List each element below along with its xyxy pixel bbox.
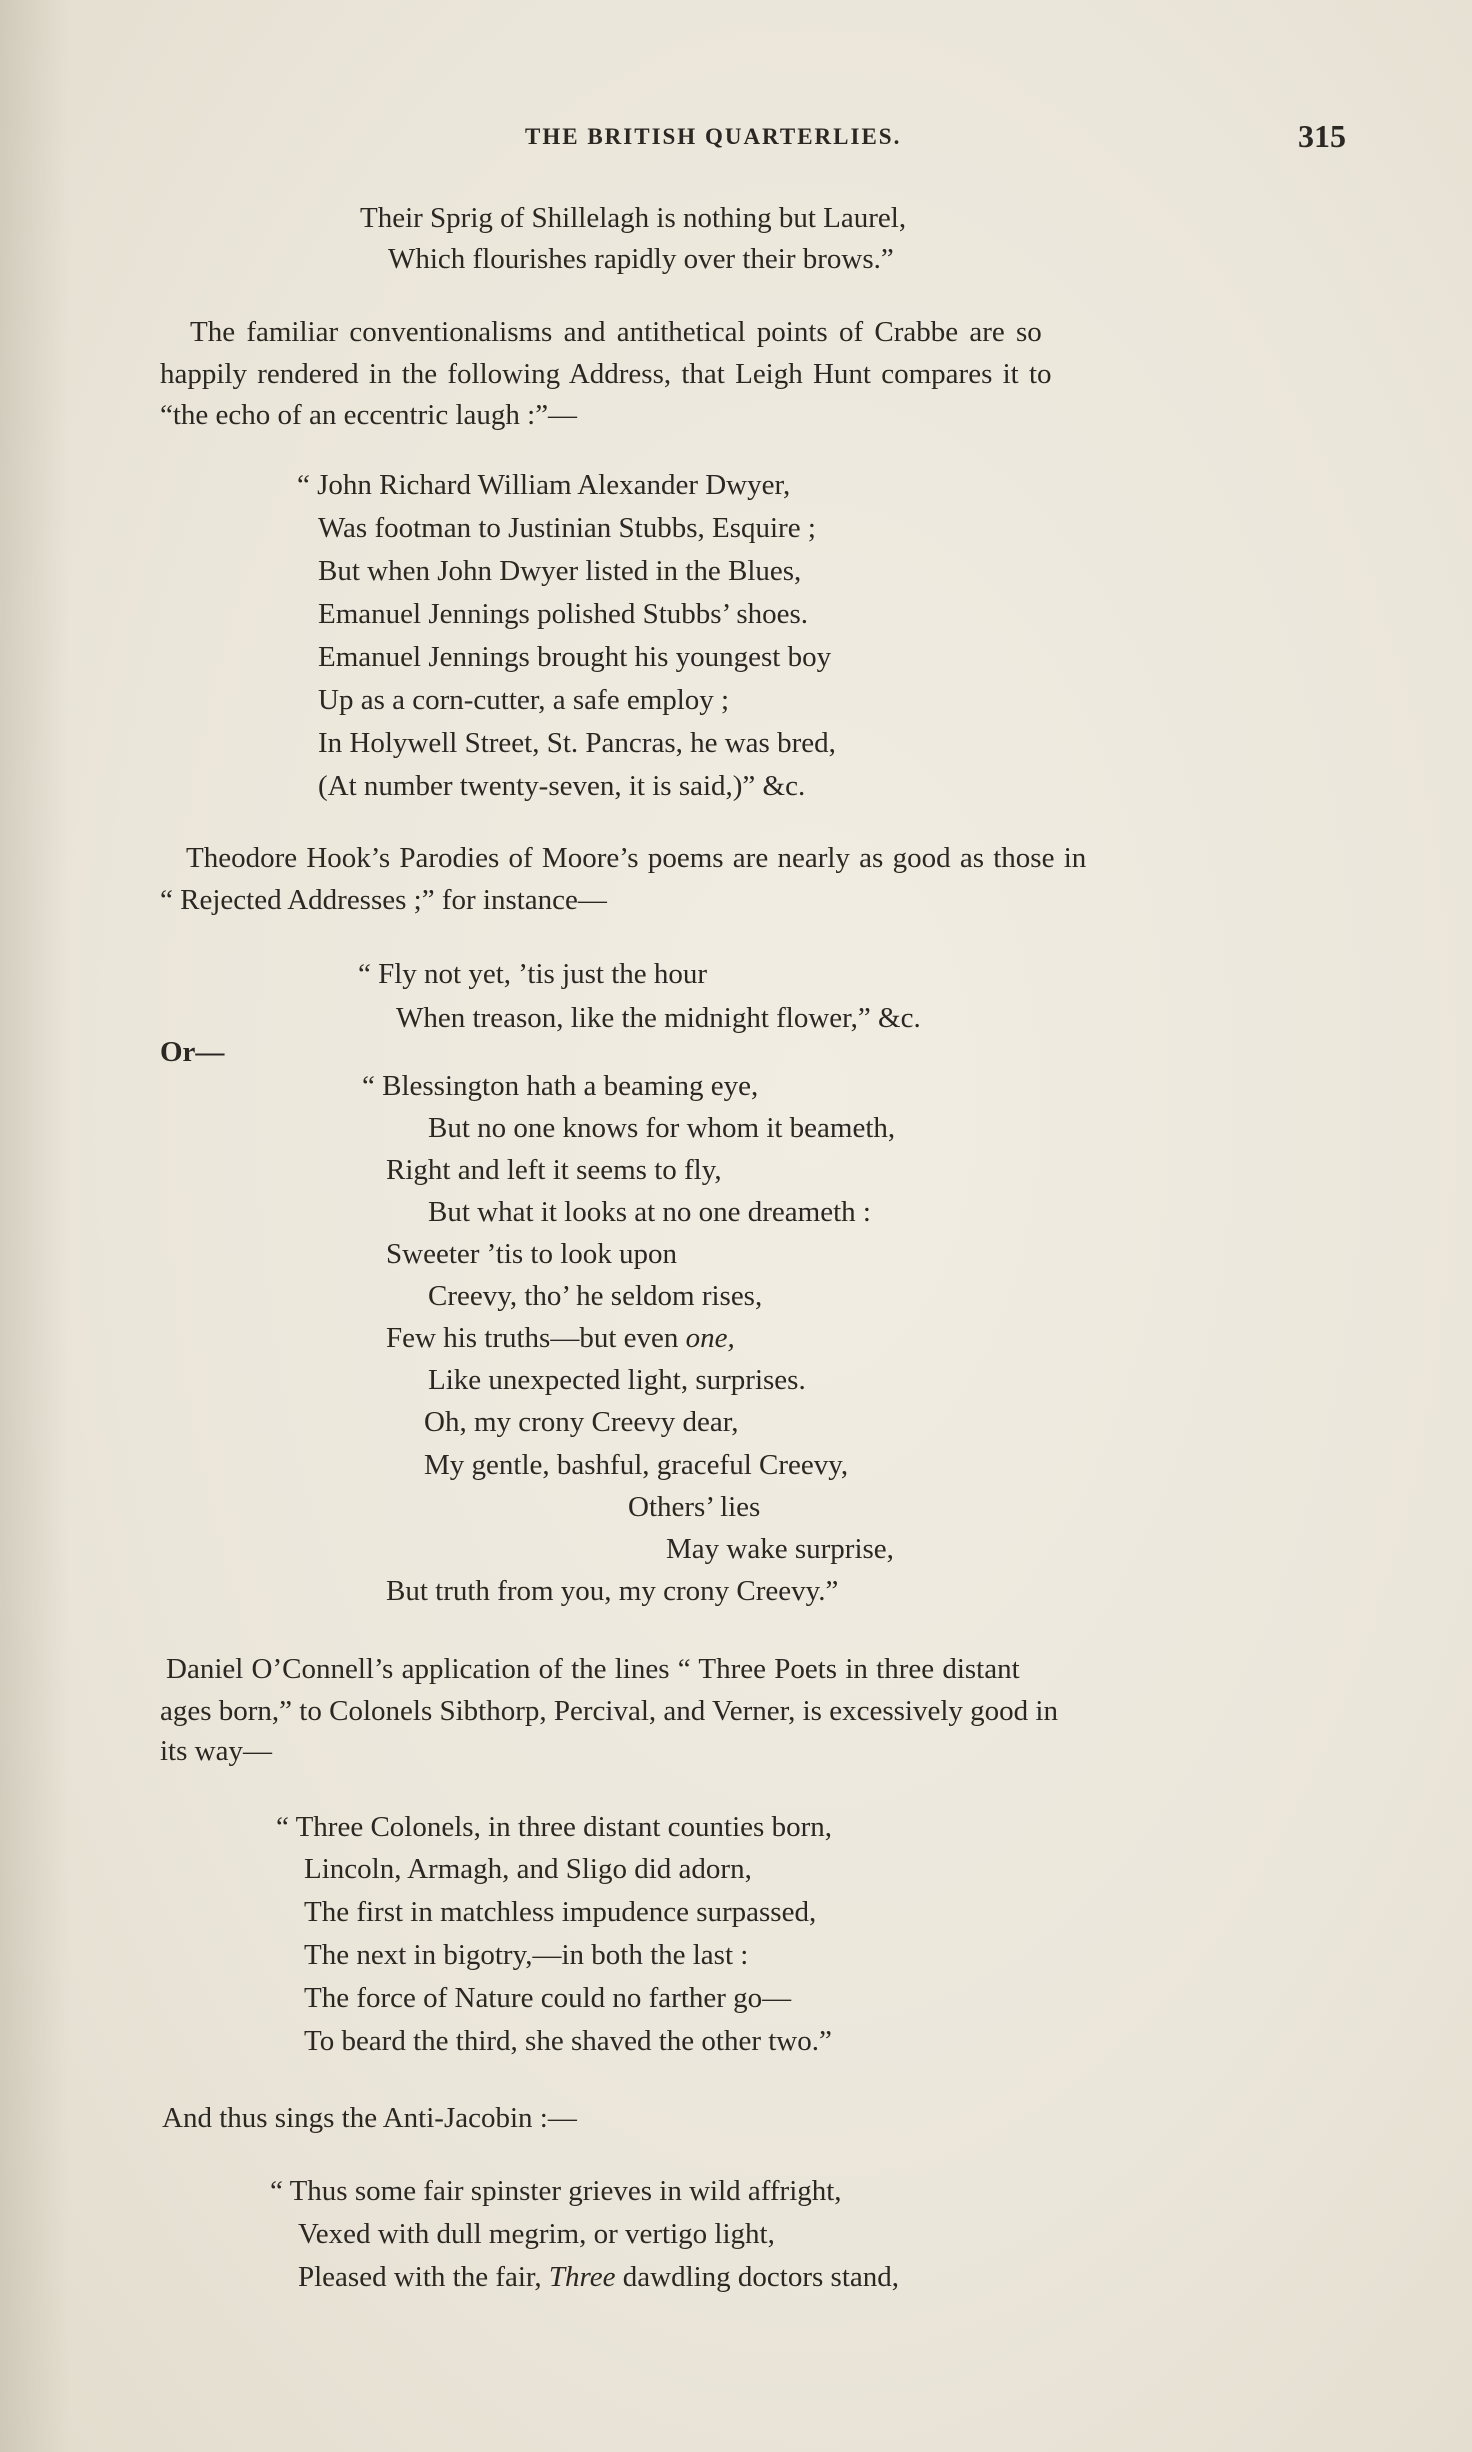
verse-line: Others’ lies	[628, 1491, 761, 1523]
verse-line: (At number twenty-seven, it is said,)” &c.	[318, 770, 806, 802]
prose-line: happily rendered in the following Address, that Leigh Hunt compares it to	[160, 358, 1052, 390]
verse-line: Oh, my crony Creevy dear,	[424, 1406, 739, 1438]
verse-line: Their Sprig of Shillelagh is nothing but Laurel,	[360, 202, 907, 234]
verse-line: The first in matchless impudence surpassed,	[304, 1896, 817, 1928]
verse-line: Was footman to Justinian Stubbs, Esquire ;	[318, 512, 816, 544]
verse-line: Which flourishes rapidly over their brows.”	[388, 243, 894, 275]
verse-line: May wake surprise,	[666, 1533, 894, 1565]
verse-line: But when John Dwyer listed in the Blues,	[318, 555, 802, 587]
verse-text-rest: dawdling doctors stand,	[615, 2261, 900, 2293]
verse-line: In Holywell Street, St. Pancras, he was bred,	[318, 727, 836, 759]
italic-word: one,	[685, 1322, 735, 1354]
prose-line: The familiar conventionalisms and antithetical points of Crabbe are so	[190, 316, 1042, 348]
or-label: Or—	[160, 1036, 225, 1068]
verse-line: Emanuel Jennings brought his youngest boy	[318, 641, 832, 673]
verse-line: “ Blessington hath a beaming eye,	[362, 1070, 759, 1102]
verse-line: Creevy, tho’ he seldom rises,	[428, 1280, 763, 1312]
verse-line: To beard the third, she shaved the other two.”	[304, 2025, 832, 2057]
prose-line: “ Rejected Addresses ;” for instance—	[160, 884, 607, 916]
gutter-shadow	[0, 0, 70, 2452]
prose-line: Daniel O’Connell’s application of the lines “ Three Poets in three distant	[166, 1653, 1020, 1685]
prose-line: ages born,” to Colonels Sibthorp, Percival, and Verner, is excessively good in	[160, 1695, 1058, 1727]
verse-line-with-italic	[298, 2258, 899, 2296]
italic-word: Three	[548, 2261, 616, 2293]
verse-line: The next in bigotry,—in both the last :	[304, 1939, 749, 1971]
verse-line: My gentle, bashful, graceful Creevy,	[424, 1449, 849, 1481]
verse-line: Lincoln, Armagh, and Sligo did adorn,	[304, 1853, 752, 1885]
prose-line: And thus sings the Anti-Jacobin :—	[162, 2102, 577, 2134]
verse-line: But truth from you, my crony Creevy.”	[386, 1575, 839, 1607]
page-number: 315	[1298, 118, 1346, 154]
verse-line: Like unexpected light, surprises.	[428, 1364, 806, 1396]
verse-line: “ John Richard William Alexander Dwyer,	[297, 469, 791, 501]
verse-line: But what it looks at no one dreameth :	[428, 1196, 871, 1228]
verse-line: “ Three Colonels, in three distant counties born,	[276, 1811, 832, 1843]
prose-line: “the echo of an eccentric laugh :”—	[160, 399, 578, 431]
prose-line: its way—	[160, 1735, 272, 1767]
verse-line: Right and left it seems to fly,	[386, 1154, 722, 1186]
verse-line: Emanuel Jennings polished Stubbs’ shoes.	[318, 598, 809, 630]
verse-line: Up as a corn-cutter, a safe employ ;	[318, 684, 730, 716]
verse-line: But no one knows for whom it beameth,	[428, 1112, 896, 1144]
verse-text: Pleased with the fair,	[298, 2261, 549, 2293]
prose-line: Theodore Hook’s Parodies of Moore’s poems are nearly as good as those in	[186, 842, 1087, 874]
verse-line: The force of Nature could no farther go—	[304, 1982, 792, 2014]
verse-line: “ Fly not yet, ’tis just the hour	[358, 958, 708, 990]
verse-line: “ Thus some fair spinster grieves in wild affright,	[270, 2175, 842, 2207]
verse-line: Sweeter ’tis to look upon	[386, 1238, 678, 1270]
verse-line: When treason, like the midnight flower,” &c.	[396, 1002, 921, 1034]
verse-text: Few his truths—but even	[386, 1322, 686, 1354]
running-title: THE BRITISH QUARTERLIES.	[525, 124, 902, 149]
verse-line-with-italic	[386, 1319, 735, 1357]
verse-line: Vexed with dull megrim, or vertigo light,	[298, 2218, 775, 2250]
